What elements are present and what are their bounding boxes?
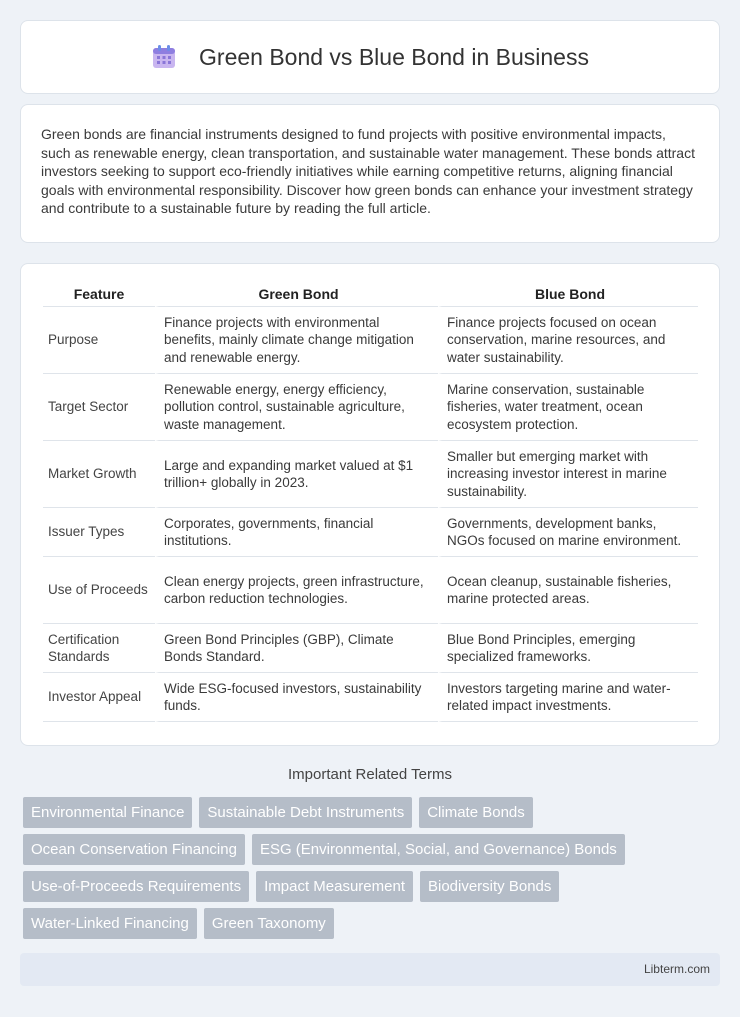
green-bond-cell: Renewable energy, energy efficiency, pollution control, sustainable agriculture, waste management. xyxy=(155,374,438,441)
table-row xyxy=(43,624,698,673)
table-row xyxy=(43,508,698,557)
intro-text: Green bonds are financial instruments designed to fund projects with positive environmental impacts, such as renewable energy, clean transportation, and sustainable water management. These bonds attract investors seeking to support eco-friendly initiatives while earning competitive returns, aligning financial goals with environmental responsibility. Discover how green bonds can enhance your investment strategy and contribute to a sustainable future by reading the full article. xyxy=(41,126,695,216)
tag-row xyxy=(23,908,723,939)
green-bond-cell: Finance projects with environmental benefits, mainly climate change mitigation and renewable energy. xyxy=(155,307,438,374)
feature-cell: Certification Standards xyxy=(43,624,155,673)
blue-bond-cell: Marine conservation, sustainable fisheries, water treatment, ocean ecosystem protection. xyxy=(438,374,698,441)
feature-cell: Issuer Types xyxy=(43,508,155,557)
blue-bond-cell: Smaller but emerging market with increasing investor interest in marine sustainability. xyxy=(438,441,698,508)
green-bond-cell: Clean energy projects, green infrastructure, carbon reduction technologies. xyxy=(155,557,438,624)
related-term-tag[interactable]: Use-of-Proceeds Requirements xyxy=(23,871,249,902)
tag-row xyxy=(23,797,723,828)
related-term-tag[interactable]: Green Taxonomy xyxy=(204,908,334,939)
green-bond-cell: Wide ESG-focused investors, sustainability funds. xyxy=(155,673,438,722)
related-term-tag[interactable]: Ocean Conservation Financing xyxy=(23,834,245,865)
intro-card xyxy=(20,104,720,243)
feature-cell: Investor Appeal xyxy=(43,673,155,722)
related-term-tag[interactable]: Environmental Finance xyxy=(23,797,192,828)
tag-row xyxy=(23,871,723,902)
related-term-tag[interactable]: Climate Bonds xyxy=(419,797,533,828)
related-term-tag[interactable]: Sustainable Debt Instruments xyxy=(199,797,412,828)
blue-bond-cell: Ocean cleanup, sustainable fisheries, marine protected areas. xyxy=(438,557,698,624)
feature-cell: Target Sector xyxy=(43,374,155,441)
table-row xyxy=(43,441,698,508)
table-row xyxy=(43,673,698,722)
table-row xyxy=(43,557,698,624)
blue-bond-cell: Blue Bond Principles, emerging specialized frameworks. xyxy=(438,624,698,673)
comparison-table-card xyxy=(20,263,720,746)
page-title: Green Bond vs Blue Bond in Business xyxy=(199,43,589,70)
header-blue-bond: Blue Bond xyxy=(438,282,698,307)
footer xyxy=(20,953,720,986)
related-term-tag[interactable]: ESG (Environmental, Social, and Governance) Bonds xyxy=(252,834,625,865)
related-term-tag[interactable]: Water-Linked Financing xyxy=(23,908,197,939)
feature-cell: Use of Proceeds xyxy=(43,557,155,624)
related-term-tag[interactable]: Biodiversity Bonds xyxy=(420,871,559,902)
green-bond-cell: Large and expanding market valued at $1 trillion+ globally in 2023. xyxy=(155,441,438,508)
header-card xyxy=(20,20,720,94)
feature-cell: Purpose xyxy=(43,307,155,374)
calendar-icon xyxy=(151,44,177,70)
related-terms-list xyxy=(23,797,723,945)
header-green-bond: Green Bond xyxy=(155,282,438,307)
table-header-row xyxy=(43,282,698,307)
header-feature: Feature xyxy=(43,282,155,307)
related-terms-title: Important Related Terms xyxy=(288,766,452,783)
green-bond-cell: Green Bond Principles (GBP), Climate Bonds Standard. xyxy=(155,624,438,673)
blue-bond-cell: Investors targeting marine and water-related impact investments. xyxy=(438,673,698,722)
tag-row xyxy=(23,834,723,865)
table-row xyxy=(43,374,698,441)
feature-cell: Market Growth xyxy=(43,441,155,508)
blue-bond-cell: Governments, development banks, NGOs focused on marine environment. xyxy=(438,508,698,557)
green-bond-cell: Corporates, governments, financial institutions. xyxy=(155,508,438,557)
related-term-tag[interactable]: Impact Measurement xyxy=(256,871,413,902)
comparison-table xyxy=(43,282,698,722)
footer-site-link[interactable]: Libterm.com xyxy=(643,962,710,976)
blue-bond-cell: Finance projects focused on ocean conservation, marine resources, and water sustainability. xyxy=(438,307,698,374)
table-row xyxy=(43,307,698,374)
